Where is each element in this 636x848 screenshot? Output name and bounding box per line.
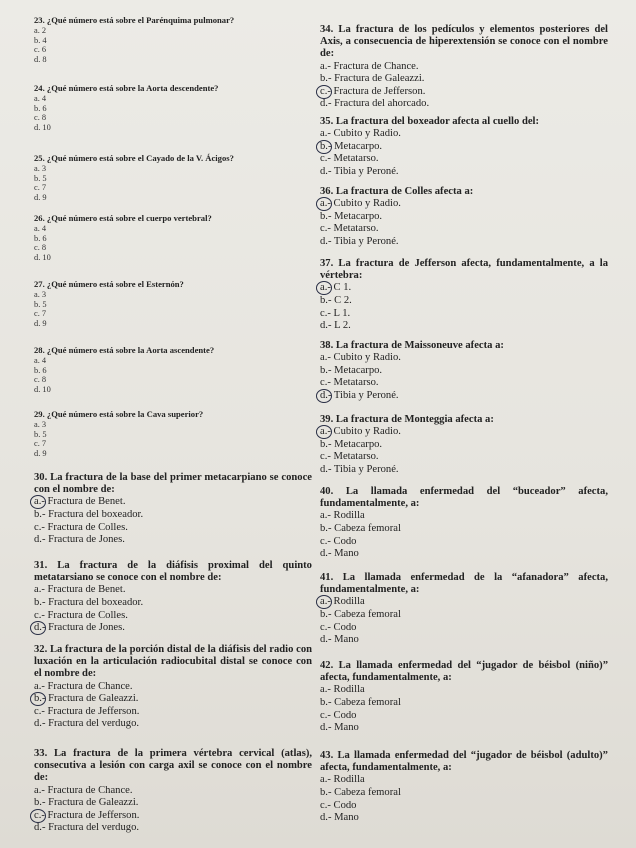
answer-option xyxy=(320,464,608,477)
answer-option-circled xyxy=(320,198,608,211)
question-number: 37. xyxy=(320,258,334,269)
answer-option-text: c.- Metatarso. xyxy=(320,377,379,389)
answer-option xyxy=(320,812,608,825)
answer-option-text: b. 5 xyxy=(34,429,47,439)
answer-option xyxy=(320,451,608,464)
answer-option-text: a.- Cubito y Radio. xyxy=(320,128,401,140)
question-prompt: ¿Qué número está sobre el Cayado de la V. Ácigos? xyxy=(46,153,234,163)
answer-option-text: d.- Mano xyxy=(320,812,359,824)
answer-option-text: a.- Rodilla xyxy=(320,774,365,786)
answer-option-text: c.- Fractura de Jefferson. xyxy=(320,85,426,97)
answer-option-text: b.- Metacarpo. xyxy=(320,210,383,222)
answer-option-circled xyxy=(34,810,312,823)
answer-option-text: a. 4 xyxy=(34,94,47,103)
answer-option-circled xyxy=(320,282,608,295)
answer-option xyxy=(320,153,608,166)
question-number: 38. xyxy=(320,340,334,351)
answer-option-text: a.- C 1. xyxy=(320,282,352,294)
answer-option xyxy=(34,449,312,459)
answer-option-text: a.- Rodilla xyxy=(320,510,365,522)
answer-option-circled xyxy=(320,390,608,403)
answer-option xyxy=(34,375,312,385)
answer-option xyxy=(34,253,312,263)
question-block xyxy=(34,748,312,835)
answer-option-text: a.- Fractura de Benet. xyxy=(34,584,126,596)
answer-option-text: d. 10 xyxy=(34,122,51,132)
answer-option xyxy=(320,295,608,308)
question-number: 30. xyxy=(34,472,48,483)
question-prompt: La fractura de los pedículos y elementos posteriores del Axis, a consecuencia de hiperextensión se conoce con el nombre de: xyxy=(320,24,609,60)
answer-option-text: d.- Fractura de Jones. xyxy=(34,534,125,546)
question-text xyxy=(320,660,608,684)
question-text xyxy=(320,186,608,198)
answer-option xyxy=(320,609,608,622)
answer-option-text: b.- Cabeza femoral xyxy=(320,523,401,534)
answer-option-text: a.- Rodilla xyxy=(320,596,365,608)
question-text xyxy=(320,340,608,352)
answer-option xyxy=(320,166,608,179)
question-number: 33. xyxy=(34,748,48,759)
answer-option-text: c.- Metatarso. xyxy=(320,223,379,235)
answer-option-text: b.- Cabeza femoral xyxy=(320,787,401,798)
answer-option xyxy=(320,722,608,735)
question-text xyxy=(34,152,312,164)
answer-option xyxy=(34,420,312,430)
answer-option-circled xyxy=(320,86,608,99)
answer-option xyxy=(320,223,608,236)
answer-option-text: b. 5 xyxy=(34,173,47,183)
answer-option-text: c.- L 1. xyxy=(320,307,351,319)
question-number: 29. xyxy=(34,409,45,419)
answer-option-text: a.- Rodilla xyxy=(320,684,365,696)
question-block xyxy=(34,14,312,64)
answer-option-text: a. 2 xyxy=(34,26,47,35)
question-number: 39. xyxy=(320,414,334,425)
question-number: 35. xyxy=(320,116,334,127)
answer-option xyxy=(34,164,312,174)
question-prompt: La llamada enfermedad del “jugador de béisbol (niño)” afecta, fundamentalmente, a: xyxy=(320,660,608,684)
answer-option xyxy=(320,548,608,561)
question-prompt: La fractura de la base del primer metacarpiano se conoce con el nombre de: xyxy=(34,472,312,496)
answer-option xyxy=(320,61,608,74)
answer-option-text: a. 3 xyxy=(34,290,47,299)
answer-option xyxy=(34,797,312,810)
answer-option-text: a. 3 xyxy=(34,420,47,429)
question-prompt: La fractura de Colles afecta a: xyxy=(335,186,474,197)
answer-option xyxy=(34,718,312,731)
answer-option xyxy=(34,300,312,310)
answer-option xyxy=(34,36,312,46)
answer-option xyxy=(320,536,608,549)
question-block xyxy=(320,414,608,477)
question-number: 25. xyxy=(34,153,45,163)
answer-option-text: c.- Metatarso. xyxy=(320,153,379,165)
question-prompt: ¿Qué número está sobre el cuerpo vertebral? xyxy=(46,213,212,223)
answer-option xyxy=(34,610,312,623)
question-block xyxy=(320,340,608,403)
answer-option-text: a.- Fractura de Chance. xyxy=(34,784,133,796)
question-block xyxy=(320,572,608,647)
answer-option-text: d.- Fractura de Jones. xyxy=(34,622,125,634)
answer-option-text: d. 10 xyxy=(34,252,51,262)
answer-option-text: c.- Metatarso. xyxy=(320,451,379,463)
answer-option xyxy=(320,523,608,536)
answer-option-text: d.- Fractura del verdugo. xyxy=(34,718,140,730)
answer-option xyxy=(34,26,312,36)
answer-option xyxy=(34,681,312,694)
question-number: 24. xyxy=(34,83,45,93)
answer-option-text: d. 10 xyxy=(34,384,51,394)
question-prompt: ¿Qué número está sobre el Parénquima pulmonar? xyxy=(46,15,235,25)
question-number: 23. xyxy=(34,15,45,25)
question-text xyxy=(34,344,312,356)
answer-option-text: b.- Cabeza femoral xyxy=(320,609,401,620)
question-prompt: La llamada enfermedad de la “afanadora” afecta, fundamentalmente, a: xyxy=(320,572,608,596)
answer-option-text: a. 4 xyxy=(34,224,47,233)
answer-option xyxy=(34,94,312,104)
pen-circle-mark xyxy=(316,85,332,99)
question-prompt: ¿Qué número está sobre el Esternón? xyxy=(46,279,184,289)
answer-option xyxy=(320,774,608,787)
question-text xyxy=(320,750,608,774)
question-text xyxy=(34,278,312,290)
answer-option xyxy=(34,55,312,65)
answer-option xyxy=(34,104,312,114)
answer-option-text: c. 7 xyxy=(34,183,47,193)
answer-option-text: b. 6 xyxy=(34,103,47,113)
question-block xyxy=(320,186,608,249)
answer-option-text: d.- Mano xyxy=(320,634,359,646)
question-number: 41. xyxy=(320,572,334,583)
answer-option xyxy=(320,634,608,647)
answer-option xyxy=(320,73,608,86)
answer-option-text: c.- Codo xyxy=(320,709,357,721)
question-prompt: La llamada enfermedad del “buceador” afecta, fundamentalmente, a: xyxy=(320,486,608,510)
question-number: 26. xyxy=(34,213,45,223)
question-prompt: La fractura de la porción distal de la diáfisis del radio con luxación en la articulación radiocubital distal se conoce con el nombre de: xyxy=(34,644,313,680)
answer-option-text: d.- Fractura del verdugo. xyxy=(34,822,140,834)
answer-option xyxy=(34,123,312,133)
question-text xyxy=(34,472,312,496)
answer-option xyxy=(320,320,608,333)
answer-option xyxy=(34,509,312,522)
answer-option xyxy=(34,385,312,395)
pen-circle-mark xyxy=(316,389,332,403)
answer-option-text: d. 9 xyxy=(34,448,47,458)
answer-option xyxy=(320,377,608,390)
question-block xyxy=(34,472,312,547)
question-prompt: La fractura de Jefferson afecta, fundamentalmente, a la vértebra: xyxy=(320,258,608,282)
answer-option-text: a.- Cubito y Radio. xyxy=(320,426,401,438)
answer-option xyxy=(34,522,312,535)
question-block xyxy=(320,116,608,179)
answer-option-text: d.- Tibia y Peroné. xyxy=(320,463,399,475)
answer-option xyxy=(34,534,312,547)
answer-option-text: d.- Fractura del ahorcado. xyxy=(320,98,430,110)
answer-option xyxy=(320,800,608,813)
answer-option-text: d.- Mano xyxy=(320,548,359,560)
answer-option-circled xyxy=(34,622,312,635)
answer-option-text: d.- Tibia y Peroné. xyxy=(320,165,399,177)
question-block xyxy=(34,212,312,262)
answer-option-circled xyxy=(320,596,608,609)
answer-option-text: c. 8 xyxy=(34,113,47,123)
answer-option-text: c.- Fractura de Jefferson. xyxy=(34,705,140,717)
pen-circle-mark xyxy=(316,140,332,154)
answer-option xyxy=(320,352,608,365)
answer-option-text: a. 4 xyxy=(34,356,47,365)
answer-option-text: a.- Fractura de Benet. xyxy=(34,496,126,508)
question-prompt: ¿Qué número está sobre la Cava superior? xyxy=(46,409,204,419)
answer-option xyxy=(34,319,312,329)
answer-option-text: c.- Fractura de Colles. xyxy=(34,609,128,621)
question-number: 43. xyxy=(320,750,334,761)
answer-option xyxy=(34,290,312,300)
answer-option-text: d.- L 2. xyxy=(320,320,351,332)
question-prompt: La fractura de la primera vértebra cervical (atlas), consecutiva a lesión con carga axil se conoce con el nombre de: xyxy=(34,748,312,784)
answer-option-text: b.- Metacarpo. xyxy=(320,140,383,152)
answer-option xyxy=(34,224,312,234)
question-number: 36. xyxy=(320,186,334,197)
answer-option xyxy=(320,697,608,710)
answer-option-text: b.- Cabeza femoral xyxy=(320,697,401,708)
question-block xyxy=(320,486,608,561)
answer-option xyxy=(34,785,312,798)
answer-option xyxy=(34,193,312,203)
question-text xyxy=(34,82,312,94)
answer-option xyxy=(34,45,312,55)
question-prompt: La fractura de Maissoneuve afecta a: xyxy=(335,340,504,351)
question-block xyxy=(34,82,312,132)
question-block xyxy=(34,644,312,731)
question-text xyxy=(34,212,312,224)
answer-option-text: b. 4 xyxy=(34,35,47,45)
answer-option xyxy=(34,439,312,449)
answer-option-circled xyxy=(34,496,312,509)
question-block xyxy=(34,278,312,328)
answer-option-circled xyxy=(320,426,608,439)
answer-option-text: a.- Fractura de Chance. xyxy=(320,60,419,72)
answer-option xyxy=(320,439,608,452)
question-block xyxy=(34,408,312,458)
answer-option xyxy=(320,710,608,723)
question-text xyxy=(320,572,608,596)
answer-option-text: c.- Fractura de Jefferson. xyxy=(34,809,140,821)
answer-option-text: d.- Tibia y Peroné. xyxy=(320,235,399,247)
answer-option xyxy=(34,366,312,376)
answer-option-text: d. 8 xyxy=(34,54,47,64)
answer-option-text: c.- Codo xyxy=(320,535,357,547)
answer-option-text: c.- Codo xyxy=(320,621,357,633)
question-block xyxy=(320,258,608,333)
question-number: 34. xyxy=(320,24,334,35)
answer-option xyxy=(34,430,312,440)
answer-option-text: d. 9 xyxy=(34,192,47,202)
answer-option-text: c. 8 xyxy=(34,243,47,253)
answer-option xyxy=(320,510,608,523)
answer-option xyxy=(34,243,312,253)
answer-option-circled xyxy=(34,693,312,706)
answer-option-text: c.- Codo xyxy=(320,799,357,811)
answer-option-text: b. 6 xyxy=(34,233,47,243)
answer-option-text: b.- Fractura del boxeador. xyxy=(34,509,144,520)
question-prompt: La fractura de la diáfisis proximal del quinto metatarsiano se conoce con el nombre de: xyxy=(34,560,312,584)
question-prompt: La fractura de Monteggia afecta a: xyxy=(335,414,494,425)
answer-option-text: b.- Fractura de Galeazzi. xyxy=(320,73,425,85)
answer-option xyxy=(34,113,312,123)
answer-option-text: b.- Fractura de Galeazzi. xyxy=(34,693,139,705)
question-prompt: ¿Qué número está sobre la Aorta descendente? xyxy=(46,83,219,93)
answer-option-text: c. 8 xyxy=(34,375,47,385)
answer-option-text: b.- Metacarpo. xyxy=(320,364,383,376)
answer-option-text: a.- Fractura de Chance. xyxy=(34,680,133,692)
answer-option xyxy=(320,622,608,635)
question-text xyxy=(320,258,608,282)
answer-option xyxy=(320,128,608,141)
answer-option xyxy=(34,174,312,184)
question-text xyxy=(34,748,312,785)
answer-option xyxy=(320,211,608,224)
answer-option xyxy=(320,98,608,111)
question-number: 32. xyxy=(34,644,48,655)
answer-option xyxy=(34,822,312,835)
answer-option-text: c. 6 xyxy=(34,45,47,55)
answer-option-text: b. 5 xyxy=(34,299,47,309)
question-prompt: La fractura del boxeador afecta al cuello del: xyxy=(335,116,540,127)
question-number: 31. xyxy=(34,560,48,571)
answer-option-text: a. 3 xyxy=(34,164,47,173)
answer-option xyxy=(34,234,312,244)
question-block xyxy=(320,24,608,111)
answer-option-text: d.- Tibia y Peroné. xyxy=(320,389,399,401)
answer-option xyxy=(320,308,608,321)
answer-option xyxy=(320,236,608,249)
question-text xyxy=(320,486,608,510)
answer-option xyxy=(34,584,312,597)
question-prompt: La llamada enfermedad del “jugador de béisbol (adulto)” afecta, fundamentalmente, a: xyxy=(320,750,608,774)
answer-option xyxy=(320,365,608,378)
answer-option xyxy=(34,309,312,319)
answer-option-text: c. 7 xyxy=(34,309,47,319)
answer-option-text: a.- Cubito y Radio. xyxy=(320,198,401,210)
answer-option xyxy=(320,684,608,697)
question-text xyxy=(34,560,312,584)
answer-option-text: b.- Metacarpo. xyxy=(320,438,383,450)
answer-option xyxy=(320,787,608,800)
answer-option-text: d.- Mano xyxy=(320,722,359,734)
question-block xyxy=(34,560,312,635)
question-block xyxy=(320,750,608,825)
answer-option-text: b.- Fractura del boxeador. xyxy=(34,597,144,608)
answer-option-text: b. 6 xyxy=(34,365,47,375)
answer-option xyxy=(34,597,312,610)
question-block xyxy=(320,660,608,735)
question-number: 40. xyxy=(320,486,334,497)
answer-option-circled xyxy=(320,141,608,154)
question-block xyxy=(34,344,312,394)
question-text xyxy=(320,116,608,128)
question-block xyxy=(34,152,312,202)
answer-option xyxy=(34,706,312,719)
answer-option-text: b.- C 2. xyxy=(320,295,352,306)
question-text xyxy=(34,408,312,420)
pen-circle-mark xyxy=(30,809,46,823)
question-number: 27. xyxy=(34,279,45,289)
question-text xyxy=(34,644,312,681)
question-text xyxy=(34,14,312,26)
question-text xyxy=(320,414,608,426)
answer-option-text: b.- Fractura de Galeazzi. xyxy=(34,797,139,809)
answer-option-text: a.- Cubito y Radio. xyxy=(320,352,401,364)
answer-option xyxy=(34,183,312,193)
question-prompt: ¿Qué número está sobre la Aorta ascendente? xyxy=(46,345,215,355)
answer-option xyxy=(34,356,312,366)
question-number: 28. xyxy=(34,345,45,355)
question-text xyxy=(320,24,608,61)
answer-option-text: d. 9 xyxy=(34,318,47,328)
question-number: 42. xyxy=(320,660,334,671)
answer-option-text: c.- Fractura de Colles. xyxy=(34,521,128,533)
answer-option-text: c. 7 xyxy=(34,439,47,449)
